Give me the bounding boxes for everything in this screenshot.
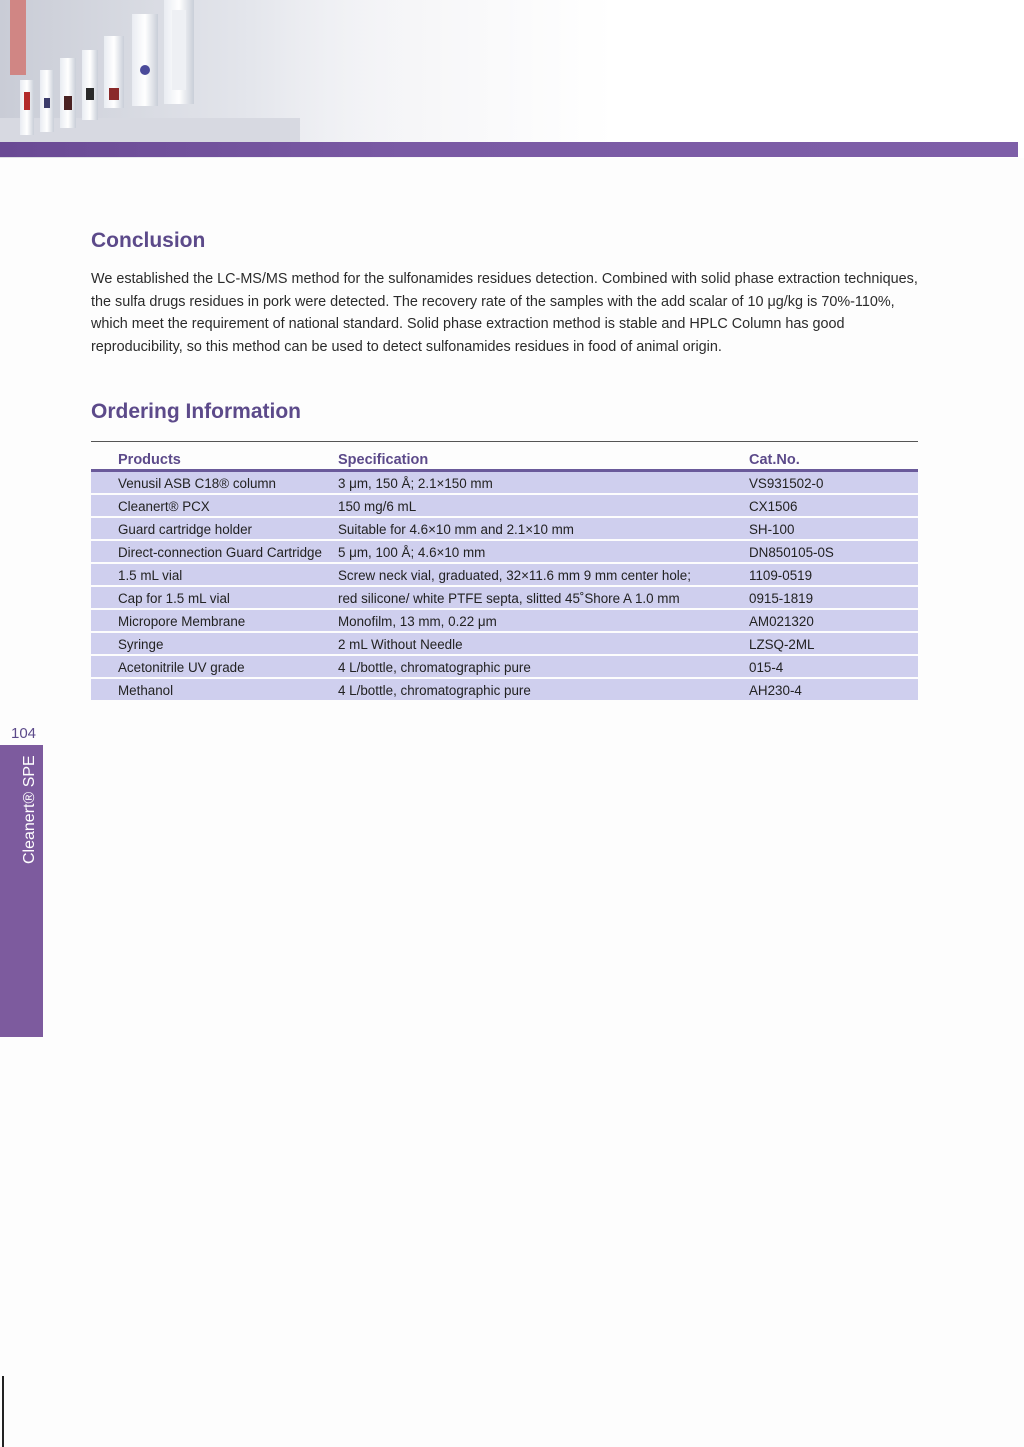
product-cell: Syringe	[91, 632, 338, 655]
specification-cell: red silicone/ white PTFE septa, slitted 45˚Shore A 1.0 mm	[338, 586, 749, 609]
header-banner	[0, 0, 1024, 158]
table-row	[91, 678, 918, 701]
catno-cell: SH-100	[749, 517, 918, 540]
product-cell: Guard cartridge holder	[91, 517, 338, 540]
table-row	[91, 655, 918, 678]
ordering-info-heading: Ordering Information	[91, 400, 301, 423]
conclusion-heading: Conclusion	[91, 229, 206, 252]
side-tab-label: Cleanert® SPE	[21, 755, 38, 864]
table-row	[91, 517, 918, 540]
specification-cell: 4 L/bottle, chromatographic pure	[338, 678, 749, 701]
product-cell: Cap for 1.5 mL vial	[91, 586, 338, 609]
header-purple-strip	[0, 142, 1018, 157]
table-row	[91, 540, 918, 563]
product-cell: Micropore Membrane	[91, 609, 338, 632]
table-header-row	[91, 442, 918, 471]
table-row	[91, 563, 918, 586]
product-cell: 1.5 mL vial	[91, 563, 338, 586]
product-cell: Methanol	[91, 678, 338, 701]
specification-cell: 3 μm, 150 Å; 2.1×150 mm	[338, 471, 749, 495]
product-cell: Direct-connection Guard Cartridge	[91, 540, 338, 563]
catno-cell: LZSQ-2ML	[749, 632, 918, 655]
catno-cell: AH230-4	[749, 678, 918, 701]
specification-cell: Suitable for 4.6×10 mm and 2.1×10 mm	[338, 517, 749, 540]
catno-cell: CX1506	[749, 494, 918, 517]
lab-cartridges-image	[0, 0, 420, 142]
table-row	[91, 632, 918, 655]
page-number: 104	[11, 725, 37, 742]
specification-cell: Screw neck vial, graduated, 32×11.6 mm 9 mm center hole;	[338, 563, 749, 586]
catno-cell: VS931502-0	[749, 471, 918, 495]
product-cell: Acetonitrile UV grade	[91, 655, 338, 678]
column-header-catno: Cat.No.	[749, 442, 918, 471]
table-row	[91, 471, 918, 495]
table-row	[91, 586, 918, 609]
catno-cell: 015-4	[749, 655, 918, 678]
catno-cell: DN850105-0S	[749, 540, 918, 563]
conclusion-paragraph: We established the LC-MS/MS method for the sulfonamides residues detection. Combined with solid phase extraction techniques, the sulfa drugs residues in pork were detected. The recovery rate of the samples with the add scalar of 10 μg/kg is 70%-110%, which meet the requirement of national standard. Solid phase extraction method is stable and HPLC Column has good reproducibility, so this method can be used to detect sulfonamides residues in food of animal origin.	[91, 271, 918, 355]
specification-cell: Monofilm, 13 mm, 0.22 μm	[338, 609, 749, 632]
product-cell: Venusil ASB C18® column	[91, 471, 338, 495]
catno-cell: 1109-0519	[749, 563, 918, 586]
specification-cell: 150 mg/6 mL	[338, 494, 749, 517]
specification-cell: 2 mL Without Needle	[338, 632, 749, 655]
table-row	[91, 494, 918, 517]
page-edge-divider	[2, 1376, 4, 1447]
catno-cell: 0915-1819	[749, 586, 918, 609]
column-header-products: Products	[91, 442, 338, 471]
specification-cell: 4 L/bottle, chromatographic pure	[338, 655, 749, 678]
table-row	[91, 609, 918, 632]
specification-cell: 5 μm, 100 Å; 4.6×10 mm	[338, 540, 749, 563]
product-cell: Cleanert® PCX	[91, 494, 338, 517]
catno-cell: AM021320	[749, 609, 918, 632]
column-header-specification: Specification	[338, 442, 749, 471]
ordering-table	[91, 441, 918, 702]
